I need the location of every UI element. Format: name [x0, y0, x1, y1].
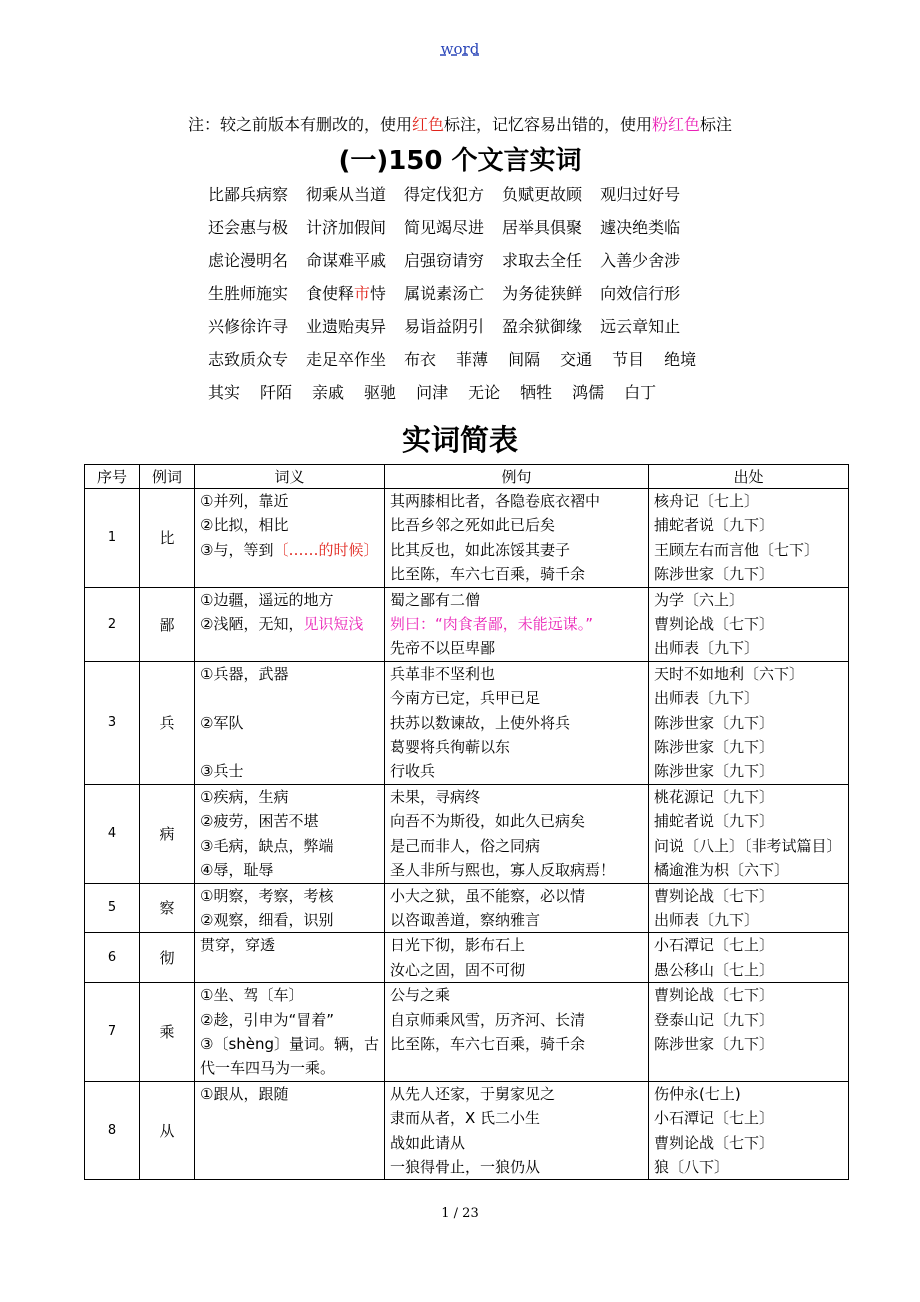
source-text: 捕蛇者说〔九下〕	[654, 516, 775, 535]
example-line	[390, 1106, 643, 1130]
note-red-word: 红色	[411, 115, 444, 134]
source-text: 出师表〔九下〕	[654, 639, 760, 658]
row-sources	[649, 1081, 849, 1180]
example-text: 葛婴将兵徇蕲以东	[390, 738, 511, 757]
example-line	[390, 662, 643, 686]
source-line	[654, 759, 843, 783]
meaning-text: ②趁，引申为“冒着”	[200, 1010, 334, 1029]
row-index: 1	[85, 489, 140, 588]
example-text: 比至陈，车六七百乘，骑千余	[390, 565, 586, 584]
source-line	[654, 1131, 843, 1155]
example-line	[390, 933, 643, 957]
header-index: 序号	[85, 465, 140, 489]
source-line	[654, 1008, 843, 1032]
row-word: 比	[140, 489, 195, 588]
source-text: 为学〔六上〕	[654, 590, 745, 609]
example-text: 行收兵	[390, 762, 436, 781]
meaning-line	[200, 933, 379, 957]
page-number: 1 / 23	[441, 1206, 479, 1221]
source-line	[654, 636, 843, 660]
word-group: 布衣	[404, 350, 437, 369]
word-line	[208, 182, 808, 215]
source-text: 核舟记〔七上〕	[654, 492, 760, 510]
source-line	[654, 834, 843, 858]
example-text: 汝心之固，固不可彻	[390, 960, 526, 979]
example-line	[390, 612, 643, 636]
source-line	[654, 662, 843, 686]
row-meanings	[195, 587, 385, 661]
row-examples	[385, 784, 649, 883]
word-line	[208, 281, 808, 314]
header-word: 例词	[140, 465, 195, 489]
example-line	[390, 785, 643, 809]
source-text: 问说〔八上〕〔非考试篇目〕	[654, 836, 842, 855]
source-line	[654, 538, 843, 562]
word-group: 走足卒作坐	[306, 350, 387, 369]
meaning-line	[200, 1056, 379, 1080]
word-group: 问津	[416, 383, 449, 402]
source-text: 曹刿论战〔七下〕	[654, 615, 775, 634]
word-list	[208, 182, 808, 413]
example-line	[390, 958, 643, 982]
example-line	[390, 489, 643, 513]
source-line	[654, 1106, 843, 1130]
meaning-line	[200, 884, 379, 908]
row-sources	[649, 489, 849, 588]
example-line	[390, 1082, 643, 1106]
example-text: 比其反也，如此冻馁其妻子	[390, 540, 571, 559]
row-sources	[649, 883, 849, 933]
example-text: 比至陈，车六七百乘，骑千余	[390, 1034, 586, 1053]
word-group: 简见竭尽进	[404, 218, 485, 237]
source-text: 小石潭记〔七上〕	[654, 936, 775, 955]
source-text: 陈涉世家〔九下〕	[654, 565, 775, 584]
meaning-red-note: 〔……的时候〕	[273, 540, 379, 559]
source-text: 陈涉世家〔九下〕	[654, 713, 775, 732]
example-line	[390, 588, 643, 612]
source-line	[654, 884, 843, 908]
source-line	[654, 562, 843, 586]
example-text: 自京师乘风雪，历齐河、长清	[390, 1010, 586, 1029]
row-meanings	[195, 489, 385, 588]
meaning-line	[200, 735, 379, 759]
word-group: 还会惠与极	[208, 218, 289, 237]
header-meaning: 词义	[195, 465, 385, 489]
source-text: 捕蛇者说〔九下〕	[654, 812, 775, 831]
example-text: 未果，寻病终	[390, 787, 481, 806]
meaning-text: ①边疆，遥远的地方	[200, 590, 334, 609]
meaning-line	[200, 1032, 379, 1056]
word-group: 计济加假间	[306, 218, 387, 237]
row-sources	[649, 933, 849, 983]
source-line	[654, 1032, 843, 1056]
meaning-line	[200, 785, 379, 809]
source-line	[654, 1155, 843, 1179]
meaning-text: ③毛病，缺点，弊端	[200, 836, 334, 855]
table-row	[85, 784, 849, 883]
meaning-line	[200, 513, 379, 537]
source-text: 曹刿论战〔七下〕	[654, 886, 775, 905]
example-text: 从先人还家，于舅家见之	[390, 1084, 556, 1103]
example-line	[390, 538, 643, 562]
example-text: 刿曰：“肉食者鄙，未能远谋。”	[390, 615, 594, 634]
source-text: 曹刿论战〔七下〕	[654, 986, 775, 1005]
example-text: 小大之狱，虽不能察，必以情	[390, 886, 586, 905]
row-word: 乘	[140, 983, 195, 1082]
source-line	[654, 612, 843, 636]
source-line	[654, 686, 843, 710]
meaning-text: ①并列，靠近	[200, 492, 289, 510]
row-meanings	[195, 883, 385, 933]
word-group-part: 食使释	[306, 284, 355, 303]
word-group: 属说素汤亡	[404, 284, 485, 303]
source-line	[654, 933, 843, 957]
example-line	[390, 908, 643, 932]
word-group: 菲薄	[456, 350, 489, 369]
word-group-red-char: 市	[354, 284, 371, 303]
table-row	[85, 933, 849, 983]
row-examples	[385, 983, 649, 1082]
word-group: 节目	[612, 350, 645, 369]
row-index: 3	[85, 661, 140, 784]
meaning-line	[200, 908, 379, 932]
word-group: 无论	[468, 383, 501, 402]
meaning-text: ③兵士	[200, 762, 244, 781]
row-sources	[649, 587, 849, 661]
example-line	[390, 858, 643, 882]
word-group: 其实	[208, 383, 241, 402]
meaning-text: ③〔shèng〕量词。辆，古	[200, 1034, 380, 1053]
word-group	[306, 281, 386, 314]
meaning-text: 代一车四马为一乘。	[200, 1059, 336, 1078]
header-link-text[interactable]: word	[440, 40, 480, 58]
meaning-line	[200, 1008, 379, 1032]
example-line	[390, 513, 643, 537]
row-meanings	[195, 661, 385, 784]
meaning-text: 贯穿，穿透	[200, 936, 276, 955]
source-text: 天时不如地利〔六下〕	[654, 664, 805, 683]
table-row	[85, 587, 849, 661]
header-example: 例句	[385, 465, 649, 489]
meaning-line	[200, 662, 379, 686]
row-word: 察	[140, 883, 195, 933]
row-word: 从	[140, 1081, 195, 1180]
row-examples	[385, 933, 649, 983]
meaning-text: ③与，等到	[200, 540, 274, 559]
meaning-line	[200, 588, 379, 612]
meaning-text: ①坐、驾〔车〕	[200, 986, 304, 1005]
word-group: 得定伐犯方	[404, 185, 485, 204]
note-pink-word: 粉红色	[652, 115, 701, 134]
example-line	[390, 884, 643, 908]
header-source: 出处	[649, 465, 849, 489]
example-line	[390, 1032, 643, 1056]
row-sources	[649, 784, 849, 883]
source-line	[654, 809, 843, 833]
word-group: 观归过好号	[600, 185, 681, 204]
row-word: 兵	[140, 661, 195, 784]
example-line	[390, 1155, 643, 1179]
table-header-row	[85, 465, 849, 489]
example-text: 蜀之鄙有二僧	[390, 590, 481, 609]
example-line	[390, 1008, 643, 1032]
row-meanings	[195, 1081, 385, 1180]
row-index: 5	[85, 883, 140, 933]
vocabulary-table	[84, 464, 849, 1180]
source-line	[654, 588, 843, 612]
word-group: 求取去全任	[502, 251, 583, 270]
source-text: 狼〔八下〕	[654, 1157, 730, 1176]
example-text: 比吾乡邻之死如此已后矣	[390, 516, 556, 535]
meaning-text: ①兵器，武器	[200, 664, 289, 683]
source-text: 小石潭记〔七上〕	[654, 1109, 775, 1128]
example-text: 圣人非所与熙也，寡人反取病焉！	[390, 861, 616, 880]
row-examples	[385, 661, 649, 784]
word-line	[208, 215, 808, 248]
word-group: 生胜师施实	[208, 284, 289, 303]
source-line	[654, 735, 843, 759]
source-line	[654, 908, 843, 932]
example-line	[390, 1131, 643, 1155]
word-group: 为务徒狭鲜	[502, 284, 583, 303]
word-group: 亲戚	[312, 383, 345, 402]
source-text: 陈涉世家〔九下〕	[654, 1034, 775, 1053]
row-examples	[385, 883, 649, 933]
example-line	[390, 735, 643, 759]
note-text-1: 注：较之前版本有删改的，使用	[187, 115, 412, 134]
meaning-line	[200, 983, 379, 1007]
table-row	[85, 883, 849, 933]
word-line	[208, 248, 808, 281]
word-group: 启强窃请穷	[404, 251, 485, 270]
source-text: 出师表〔九下〕	[654, 910, 760, 929]
row-word: 病	[140, 784, 195, 883]
example-line	[390, 983, 643, 1007]
row-index: 4	[85, 784, 140, 883]
meaning-line	[200, 686, 379, 710]
example-line	[390, 809, 643, 833]
example-text: 一狼得骨止，一狼仍从	[390, 1157, 541, 1176]
word-line	[208, 314, 808, 347]
source-line	[654, 711, 843, 735]
meaning-line	[200, 1082, 379, 1106]
row-meanings	[195, 933, 385, 983]
source-text: 王顾左右而言他〔七下〕	[654, 540, 820, 559]
example-text: 以咨诹善道，察纳雅言	[390, 910, 541, 929]
word-group: 向效信行形	[600, 284, 681, 303]
word-group: 白丁	[624, 383, 657, 402]
meaning-text: ②比拟，相比	[200, 516, 289, 535]
word-group: 命谋难平戚	[306, 251, 387, 270]
page-header-link[interactable]	[0, 40, 920, 58]
example-text: 向吾不为斯役，如此久已病矣	[390, 812, 586, 831]
row-sources	[649, 661, 849, 784]
word-line	[208, 347, 808, 380]
section-title-150-words: (一)150 个文言实词	[338, 146, 582, 176]
table-row	[85, 1081, 849, 1180]
meaning-text: ①疾病，生病	[200, 787, 289, 806]
meaning-text: ②浅陋，无知，	[200, 615, 304, 634]
row-meanings	[195, 784, 385, 883]
source-line	[654, 785, 843, 809]
meaning-text: ④辱，耻辱	[200, 861, 274, 880]
meaning-text: ②疲劳，困苦不堪	[200, 812, 319, 831]
word-group: 交通	[560, 350, 593, 369]
word-group: 入善少舍涉	[600, 251, 681, 270]
source-text: 曹刿论战〔七下〕	[654, 1133, 775, 1152]
meaning-text: ②观察，细看，识别	[200, 910, 334, 929]
meaning-line	[200, 809, 379, 833]
source-text: 橘逾淮为枳〔六下〕	[654, 861, 790, 880]
note-text-3: 标注	[700, 115, 733, 134]
meaning-pink-note: 见识短浅	[303, 615, 364, 634]
source-line	[654, 489, 843, 513]
source-line	[654, 983, 843, 1007]
word-line	[208, 380, 808, 413]
word-group: 易诣益阴引	[404, 317, 485, 336]
source-text: 伤仲永(七上)	[654, 1084, 741, 1103]
row-examples	[385, 1081, 649, 1180]
meaning-text: ①明察，考察，考核	[200, 886, 334, 905]
word-group: 驱驰	[364, 383, 397, 402]
word-group: 远云章知止	[600, 317, 681, 336]
example-line	[390, 562, 643, 586]
source-text: 桃花源记〔九下〕	[654, 787, 775, 806]
table-title: 实词简表	[401, 423, 518, 457]
row-examples	[385, 489, 649, 588]
word-group: 阡陌	[260, 383, 293, 402]
meaning-line	[200, 538, 379, 562]
meaning-text: ②军队	[200, 713, 244, 732]
word-group: 牺牲	[520, 383, 553, 402]
source-text: 陈涉世家〔九下〕	[654, 762, 775, 781]
source-text: 陈涉世家〔九下〕	[654, 738, 775, 757]
row-index: 6	[85, 933, 140, 983]
example-line	[390, 711, 643, 735]
example-line	[390, 759, 643, 783]
example-text: 扶苏以数谏故，上使外将兵	[390, 713, 571, 732]
table-row	[85, 661, 849, 784]
meaning-line	[200, 759, 379, 783]
example-line	[390, 834, 643, 858]
example-text: 战如此请从	[390, 1133, 466, 1152]
example-text: 其两膝相比者，各隐卷底衣褶中	[390, 492, 601, 510]
meaning-line	[200, 711, 379, 735]
example-text: 公与之乘	[390, 986, 451, 1005]
meaning-line	[200, 858, 379, 882]
row-index: 7	[85, 983, 140, 1082]
table-row	[85, 489, 849, 588]
word-group-part: 恃	[370, 284, 387, 303]
meaning-text: ①跟从，跟随	[200, 1084, 289, 1103]
row-examples	[385, 587, 649, 661]
row-index: 2	[85, 587, 140, 661]
note-text-2: 标注，记忆容易出错的，使用	[443, 115, 652, 134]
word-group: 遽决绝类临	[600, 218, 681, 237]
meaning-line	[200, 612, 379, 636]
source-line	[654, 1082, 843, 1106]
word-group: 比鄙兵病察	[208, 185, 289, 204]
word-group: 绝境	[664, 350, 697, 369]
source-line	[654, 858, 843, 882]
word-group: 鸿儒	[572, 383, 605, 402]
example-text: 日光下彻，影布石上	[390, 936, 526, 955]
table-row	[85, 983, 849, 1082]
example-line	[390, 636, 643, 660]
example-text: 隶而从者，X 氏二小生	[390, 1109, 541, 1128]
word-group: 兴修徐许寻	[208, 317, 289, 336]
meaning-line	[200, 834, 379, 858]
example-text: 先帝不以臣卑鄙	[390, 639, 496, 658]
source-text: 出师表〔九下〕	[654, 689, 760, 708]
source-text: 登泰山记〔九下〕	[654, 1010, 775, 1029]
word-group: 业遗贻夷异	[306, 317, 387, 336]
source-line	[654, 513, 843, 537]
meaning-line	[200, 489, 379, 513]
word-group: 虑论漫明名	[208, 251, 289, 270]
row-word: 彻	[140, 933, 195, 983]
source-text: 愚公移山〔七上〕	[654, 960, 775, 979]
example-text: 兵革非不坚利也	[390, 664, 496, 683]
row-sources	[649, 983, 849, 1082]
example-line	[390, 686, 643, 710]
revision-note	[0, 112, 920, 135]
word-group: 间隔	[508, 350, 541, 369]
example-text: 今南方已定，兵甲已足	[390, 689, 541, 708]
word-group: 彻乘从当道	[306, 185, 387, 204]
example-text: 是己而非人，俗之同病	[390, 836, 541, 855]
row-index: 8	[85, 1081, 140, 1180]
row-meanings	[195, 983, 385, 1082]
row-word: 鄙	[140, 587, 195, 661]
source-line	[654, 958, 843, 982]
word-group: 负赋更故顾	[502, 185, 583, 204]
word-group: 志致质众专	[208, 350, 289, 369]
word-group: 盈余狱御缘	[502, 317, 583, 336]
word-group: 居举具俱聚	[502, 218, 583, 237]
